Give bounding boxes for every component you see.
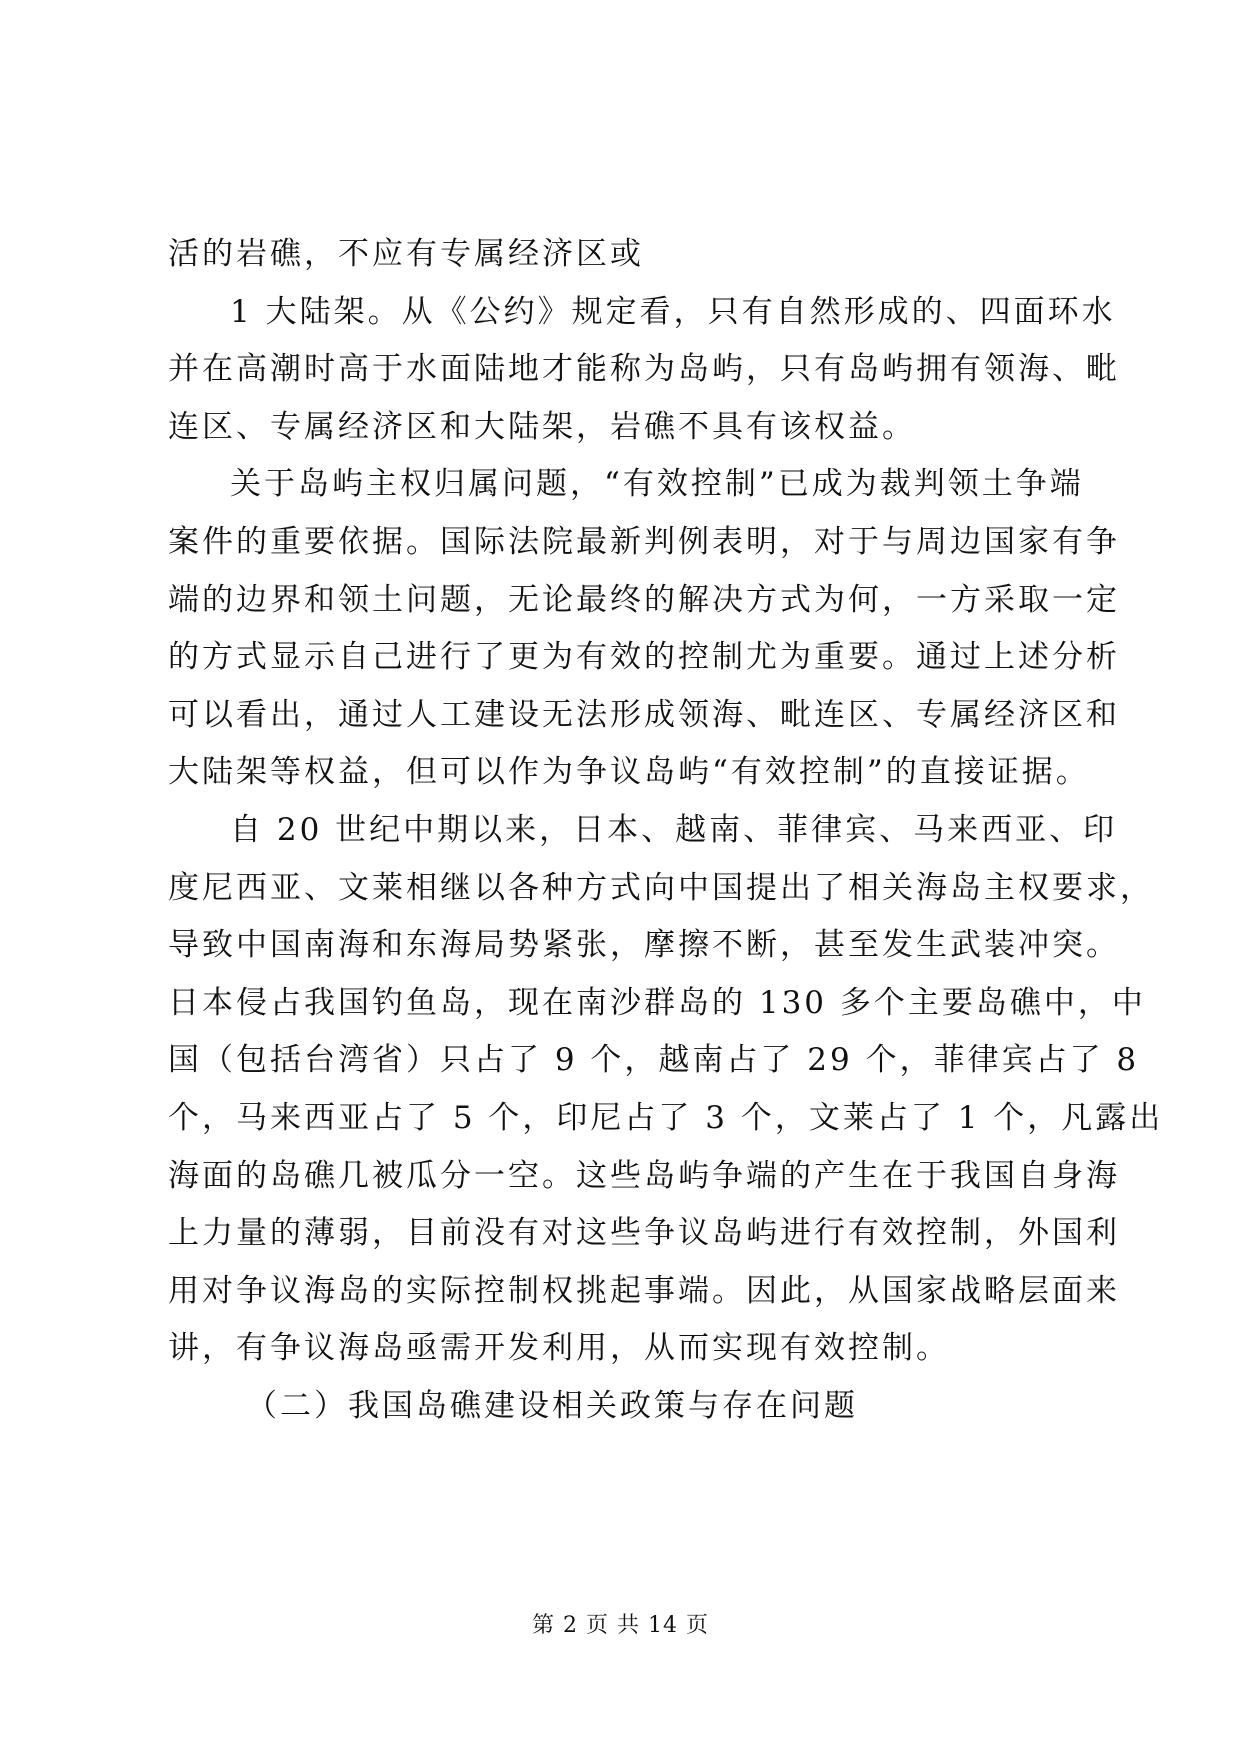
text-line: 并在高潮时高于水面陆地才能称为岛屿，只有岛屿拥有领海、毗 xyxy=(168,351,1120,388)
text-line: 用对争议海岛的实际控制权挑起事端。因此，从国家战略层面来 xyxy=(168,1272,1120,1309)
text-line: 上力量的薄弱，目前没有对这些争议岛屿进行有效控制，外国利 xyxy=(168,1215,1120,1252)
text-line: 端的边界和领土问题，无论最终的解决方式为何，一方采取一定 xyxy=(168,581,1120,618)
text-line: 案件的重要依据。国际法院最新判例表明，对于与周边国家有争 xyxy=(168,523,1120,560)
section-heading: （二）我国岛礁建设相关政策与存在问题 xyxy=(246,1387,858,1424)
text-line: 的方式显示自己进行了更为有效的控制尤为重要。通过上述分析 xyxy=(168,639,1120,676)
text-line: 连区、专属经济区和大陆架，岩礁不具有该权益。 xyxy=(168,408,916,445)
text-line: 关于岛屿主权归属问题，“有效控制”已成为裁判领土争端 xyxy=(230,466,1084,503)
text-line: 导致中国南海和东海局势紧张，摩擦不断，甚至发生武装冲突。 xyxy=(168,927,1120,964)
text-line: 度尼西亚、文莱相继以各种方式向中国提出了相关海岛主权要求， xyxy=(168,869,1154,906)
text-line: 1 大陆架。从《公约》规定看，只有自然形成的、四面环水 xyxy=(230,293,1116,330)
text-line: 大陆架等权益，但可以作为争议岛屿“有效控制”的直接证据。 xyxy=(168,754,1090,791)
document-body xyxy=(168,226,1164,1435)
text-line: 活的岩礁，不应有专属经济区或 xyxy=(168,236,644,272)
text-line: 个，马来西亚占了 5 个，印尼占了 3 个，文莱占了 1 个，凡露出 xyxy=(168,1099,1164,1136)
text-line: 国（包括台湾省）只占了 9 个，越南占了 29 个，菲律宾占了 8 xyxy=(168,1042,1140,1079)
text-line: 讲，有争议海岛亟需开发利用，从而实现有效控制。 xyxy=(168,1330,950,1367)
text-line: 海面的岛礁几被瓜分一空。这些岛屿争端的产生在于我国自身海 xyxy=(168,1157,1120,1194)
text-line: 日本侵占我国钓鱼岛，现在南沙群岛的 130 多个主要岛礁中，中 xyxy=(168,984,1146,1021)
page-footer: 第 2 页 共 14 页 xyxy=(532,1613,709,1638)
text-line: 可以看出，通过人工建设无法形成领海、毗连区、专属经济区和 xyxy=(168,696,1120,733)
text-line: 自 20 世纪中期以来，日本、越南、菲律宾、马来西亚、印 xyxy=(230,811,1118,848)
